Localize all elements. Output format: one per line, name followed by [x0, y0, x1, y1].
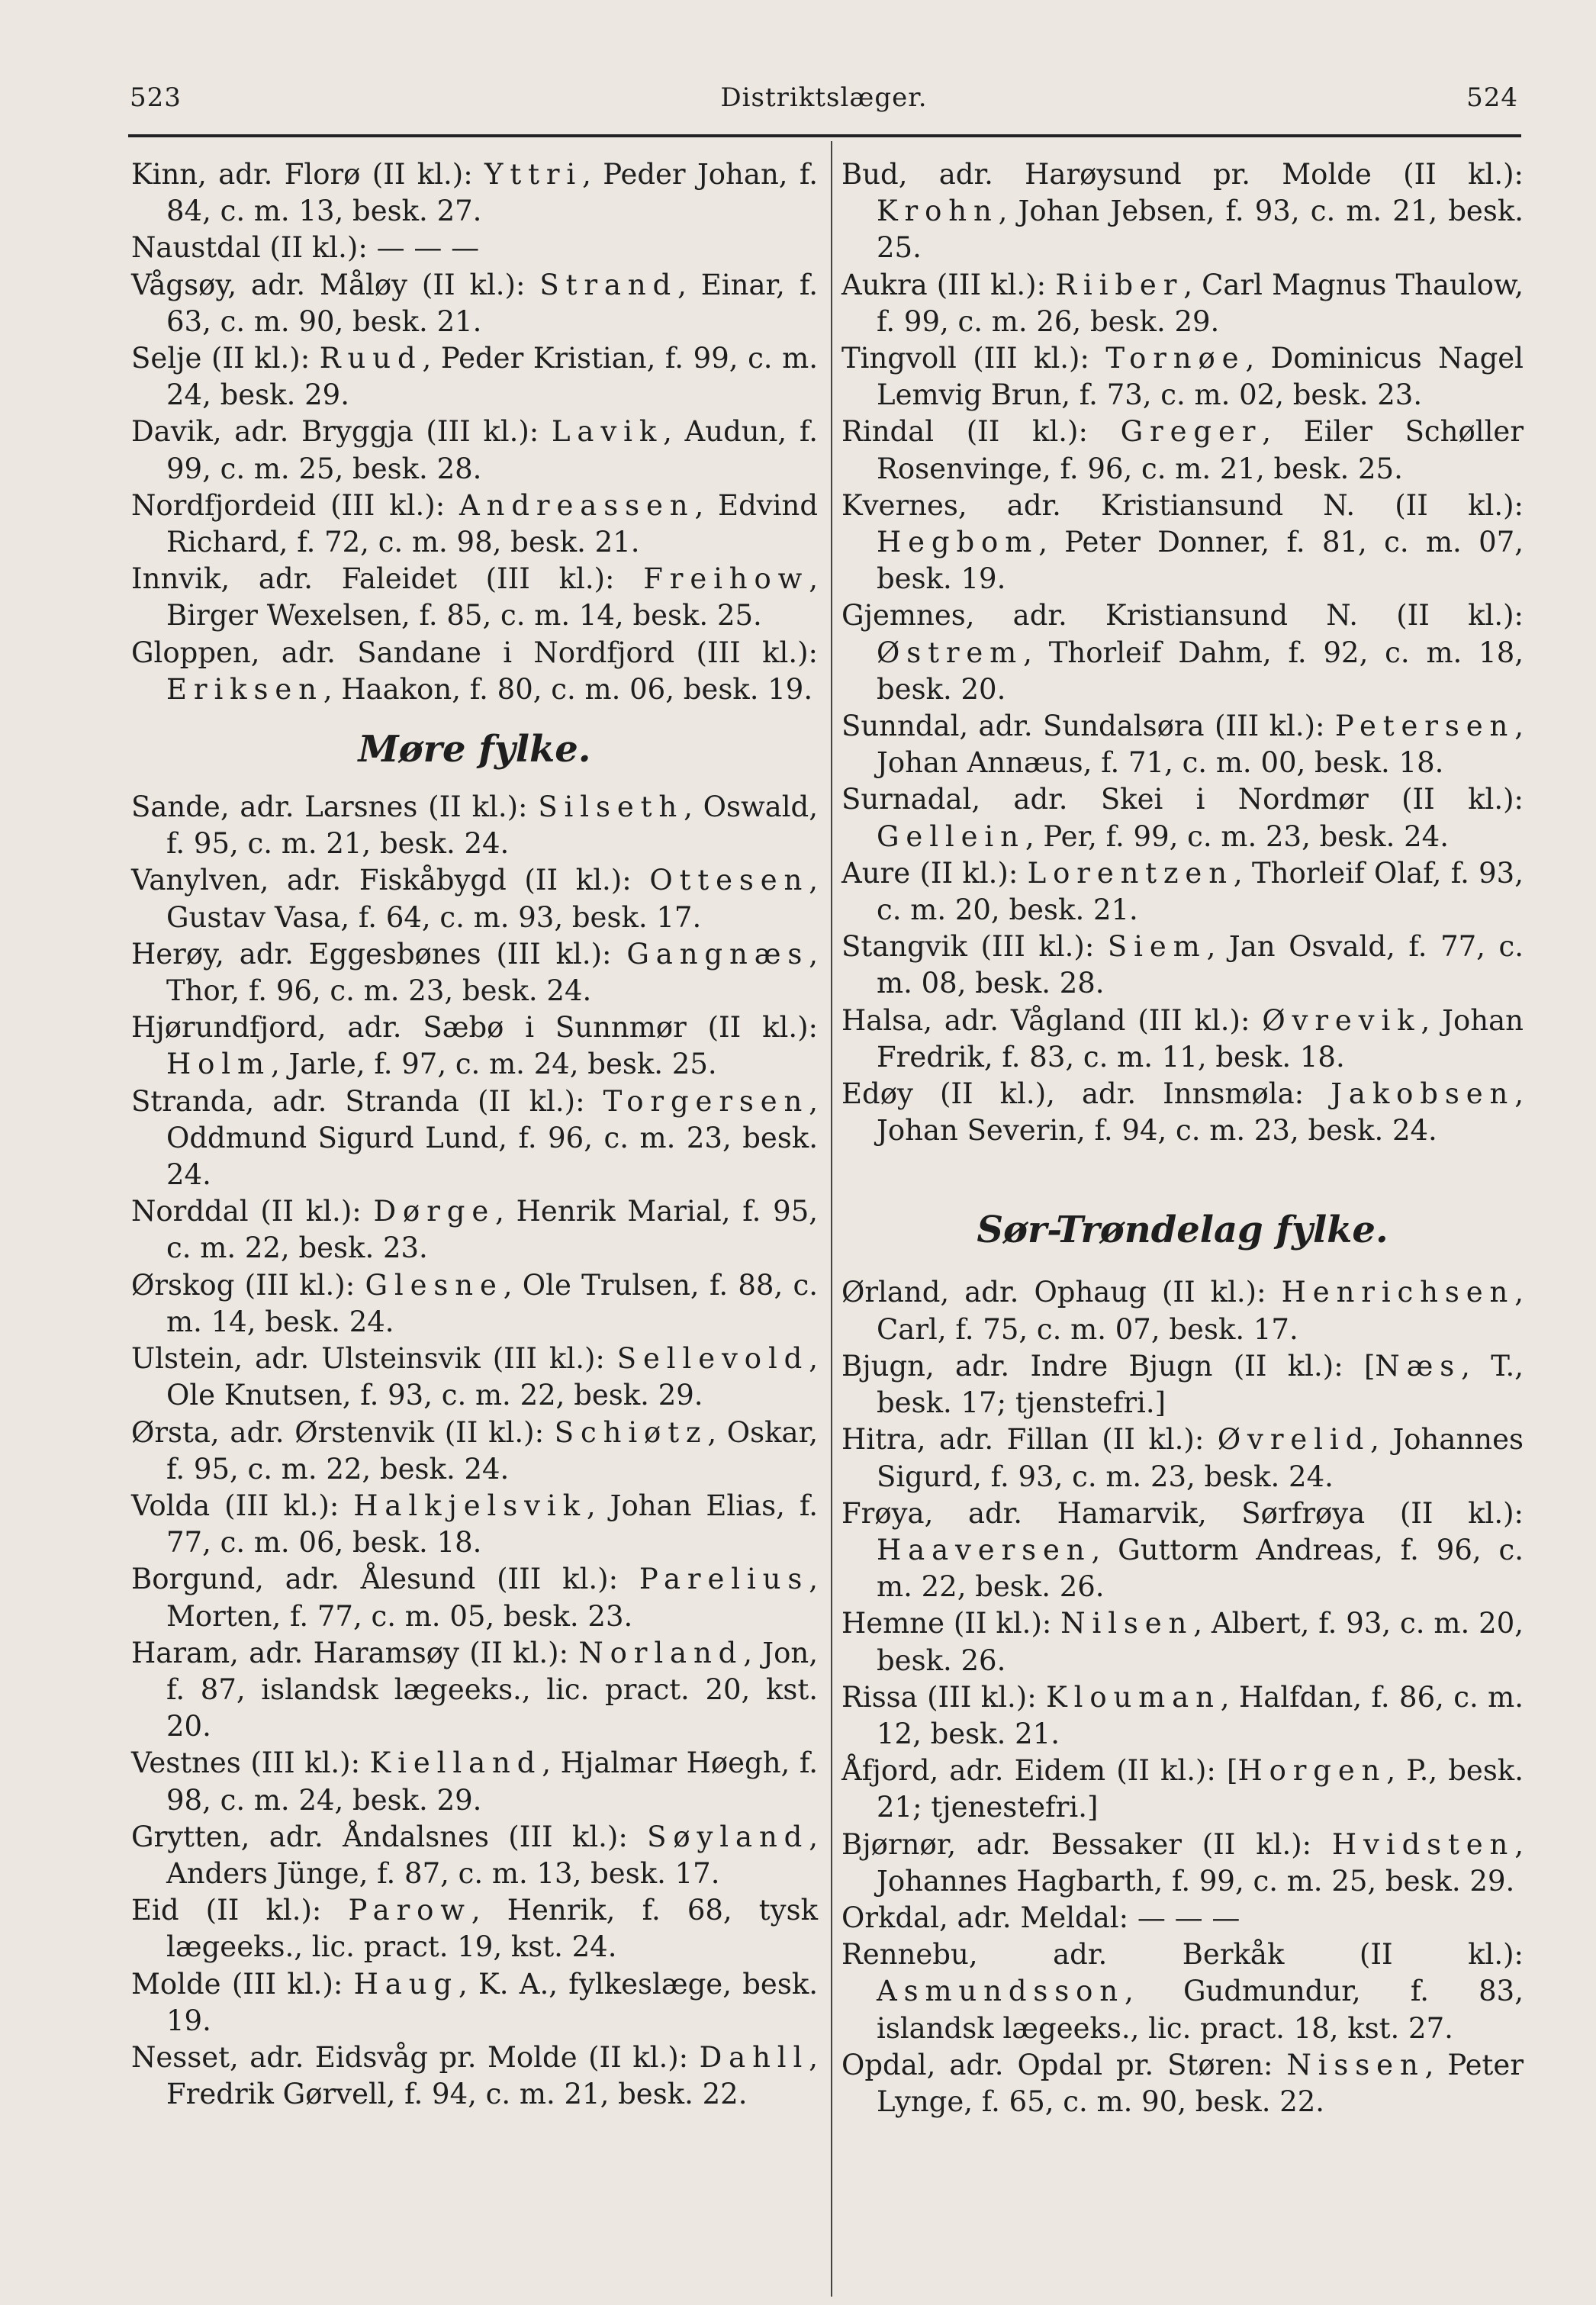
column-divider: [831, 141, 832, 2297]
entry-details: , Thorleif Olaf, f. 93, c. m. 20, besk. 21.: [877, 856, 1524, 927]
entry-place: Eid (II kl.):: [131, 1894, 349, 1927]
entry-doctor-name: Siem: [1107, 930, 1207, 964]
entry-details: , Peter Lynge, f. 65, c. m. 90, besk. 22.: [877, 2048, 1524, 2118]
entry-details: , Gustav Vasa, f. 64, c. m. 93, besk. 17.: [166, 864, 818, 934]
entry-place: Bud, adr. Harøysund pr. Molde (II kl.):: [841, 158, 1524, 191]
entry-details: , P., besk. 21; tjenestefri.]: [877, 1754, 1524, 1824]
entry-place: Ulstein, adr. Ulsteinsvik (III kl.):: [131, 1342, 617, 1376]
entry-details: , Haakon, f. 80, c. m. 06, besk. 19.: [323, 672, 813, 706]
entry-list: [841, 1274, 1524, 2120]
entry-list: [841, 156, 1524, 1149]
district-entry: [131, 1745, 818, 1818]
entry-details: , Audun, f. 99, c. m. 25, besk. 28.: [166, 415, 818, 485]
entry-details: , Henrik Marial, f. 95, c. m. 22, besk. 23.: [166, 1195, 818, 1265]
entry-place: Gjemnes, adr. Kristiansund N. (II kl.):: [841, 599, 1524, 633]
entry-doctor-name: Holm: [166, 1048, 271, 1081]
running-title: Distriktslæger.: [720, 82, 928, 113]
entry-details: , Johan Elias, f. 77, c. m. 06, besk. 18.: [166, 1489, 818, 1560]
district-entry: [841, 1605, 1524, 1679]
district-entry: [131, 340, 818, 414]
district-entry: [841, 929, 1524, 1002]
entry-place: Hemne (II kl.):: [841, 1607, 1061, 1640]
entry-doctor-name: Hegbom: [877, 526, 1039, 559]
entry-place: Naustdal (II kl.): — — —: [131, 231, 480, 265]
entry-list: [131, 156, 818, 708]
entry-doctor-name: Silseth: [538, 790, 684, 824]
entry-details: , Johan Annæus, f. 71, c. m. 00, besk. 18.: [877, 710, 1524, 780]
entry-details: , Eiler Schøller Rosenvinge, f. 96, c. m. 21, besk. 25.: [877, 415, 1524, 485]
left-column: [131, 156, 818, 2113]
entry-place: Hitra, adr. Fillan (II kl.):: [841, 1423, 1218, 1457]
entry-place: Stangvik (III kl.):: [841, 930, 1108, 964]
entry-place: Vågsøy, adr. Måløy (II kl.):: [131, 268, 540, 301]
entry-details: , Dominicus Nagel Lemvig Brun, f. 73, c. m. 02, besk. 23.: [877, 342, 1524, 412]
section-heading-sor-trondelag-fylke: Sør-Trøndelag fylke.: [977, 1209, 1388, 1252]
entry-place: Opdal, adr. Opdal pr. Støren:: [841, 2048, 1287, 2081]
district-entry: [841, 1679, 1524, 1753]
district-entry: [131, 1083, 818, 1194]
entry-list: [131, 789, 818, 2113]
district-entry: [131, 2039, 818, 2113]
entry-details: , Johannes Hagbarth, f. 99, c. m. 25, besk. 29.: [877, 1827, 1524, 1898]
entry-doctor-name: Sellevold: [616, 1342, 809, 1376]
entry-doctor-name: Riiber: [1055, 268, 1184, 301]
district-entry: [131, 1415, 818, 1488]
entry-doctor-name: Dørge: [373, 1195, 496, 1228]
entry-place: Stranda, adr. Stranda (II kl.):: [131, 1084, 603, 1118]
entry-details: , Carl, f. 75, c. m. 07, besk. 17.: [877, 1276, 1524, 1346]
entry-place: Vestnes (III kl.):: [131, 1746, 370, 1780]
entry-details: , Morten, f. 77, c. m. 05, besk. 23.: [166, 1563, 818, 1633]
entry-doctor-name: Kielland: [369, 1746, 542, 1780]
entry-doctor-name: Haug: [353, 1967, 459, 2001]
district-entry: [131, 1488, 818, 1561]
entry-place: Bjørnør, adr. Bessaker (II kl.):: [841, 1827, 1332, 1861]
entry-details: , Johan Severin, f. 94, c. m. 23, besk. 24.: [877, 1077, 1524, 1148]
entry-details: , Guttorm Andreas, f. 96, c. m. 22, besk. 26.: [877, 1533, 1524, 1604]
entry-place: Hjørundfjord, adr. Sæbø i Sunnmør (II kl.):: [131, 1011, 818, 1045]
entry-place: Kvernes, adr. Kristiansund N. (II kl.):: [841, 488, 1524, 522]
entry-place: Bjugn, adr. Indre Bjugn (II kl.): [: [841, 1349, 1376, 1383]
district-entry: [841, 855, 1524, 929]
entry-details: , Thor, f. 96, c. m. 23, besk. 24.: [166, 937, 818, 1008]
entry-place: Ørskog (III kl.):: [131, 1268, 365, 1302]
entry-place: Tingvoll (III kl.):: [841, 342, 1106, 375]
district-entry: [131, 635, 818, 708]
district-entry: [131, 936, 818, 1009]
entry-doctor-name: Nilsen: [1060, 1607, 1194, 1640]
entry-details: , Edvind Richard, f. 72, c. m. 98, besk. 21.: [166, 488, 819, 559]
entry-doctor-name: Jakobsen: [1331, 1077, 1515, 1111]
entry-place: Ørsta, adr. Ørstenvik (II kl.):: [131, 1415, 555, 1449]
entry-doctor-name: Krohn: [877, 195, 999, 228]
district-entry: [841, 340, 1524, 414]
entry-doctor-name: Greger: [1120, 415, 1263, 449]
district-entry: [841, 1274, 1524, 1347]
entry-doctor-name: Øvrelid: [1217, 1423, 1371, 1457]
entry-place: Kinn, adr. Florø (II kl.):: [131, 158, 485, 191]
entry-place: Innvik, adr. Faleidet (III kl.):: [131, 562, 644, 596]
district-entry: [131, 1193, 818, 1267]
district-entry: [131, 1009, 818, 1083]
entry-doctor-name: Nissen: [1286, 2048, 1425, 2081]
entry-doctor-name: Freihow: [643, 562, 809, 596]
district-entry: [841, 1900, 1524, 1936]
entry-details: , K. A., fylkeslæge, besk. 19.: [166, 1967, 818, 2037]
entry-details: , T., besk. 17; tjenstefri.]: [877, 1349, 1524, 1420]
district-entry: [841, 414, 1524, 487]
entry-place: Åfjord, adr. Eidem (II kl.): [: [841, 1754, 1238, 1788]
entry-doctor-name: Henrichsen: [1281, 1276, 1515, 1309]
entry-place: Norddal (II kl.):: [131, 1195, 374, 1228]
entry-place: Edøy (II kl.), adr. Innsmøla:: [841, 1077, 1331, 1111]
district-entry: [841, 1827, 1524, 1900]
entry-details: , Oswald, f. 95, c. m. 21, besk. 24.: [166, 790, 818, 861]
entry-place: Selje (II kl.):: [131, 342, 320, 375]
district-entry: [841, 1495, 1524, 1606]
entry-doctor-name: Asmundsson: [877, 1975, 1125, 2008]
entry-details: , Peder Johan, f. 84, c. m. 13, besk. 27.: [166, 158, 819, 228]
district-entry: [841, 1421, 1524, 1495]
entry-place: Volda (III kl.):: [131, 1489, 354, 1522]
district-entry: [131, 267, 818, 340]
district-entry: [131, 1819, 818, 1892]
entry-place: Aure (II kl.):: [841, 856, 1028, 890]
entry-details: , Birger Wexelsen, f. 85, c. m. 14, besk. 25.: [166, 562, 818, 633]
entry-doctor-name: Yttri: [484, 158, 583, 191]
entry-doctor-name: Torgersen: [603, 1084, 809, 1118]
entry-doctor-name: Petersen: [1334, 710, 1515, 743]
entry-doctor-name: Eriksen: [166, 672, 323, 706]
entry-details: , Gudmundur, f. 83, islandsk lægeeks., lic. pract. 18, kst. 27.: [877, 1975, 1524, 2045]
entry-details: , Einar, f. 63, c. m. 90, besk. 21.: [166, 268, 818, 338]
district-entry: [841, 597, 1524, 708]
entry-place: Frøya, adr. Hamarvik, Sørfrøya (II kl.):: [841, 1496, 1524, 1530]
entry-details: , Johannes Sigurd, f. 93, c. m. 23, besk. 24.: [877, 1423, 1524, 1493]
section-heading-more-fylke: Møre fylke.: [358, 728, 591, 771]
entry-doctor-name: Parelius: [639, 1563, 809, 1596]
entry-doctor-name: Lorentzen: [1027, 856, 1234, 890]
entry-doctor-name: Norland: [578, 1636, 744, 1669]
entry-details: , Ole Trulsen, f. 88, c. m. 14, besk. 24.: [166, 1268, 818, 1338]
district-entry: [131, 862, 818, 935]
entry-doctor-name: Ottesen: [649, 864, 809, 897]
entry-doctor-name: Strand: [539, 268, 678, 301]
entry-place: Surnadal, adr. Skei i Nordmør (II kl.):: [841, 783, 1524, 816]
district-entry: [131, 156, 818, 230]
district-entry: [131, 1966, 818, 2039]
entry-place: Grytten, adr. Åndalsnes (III kl.):: [131, 1820, 648, 1853]
district-entry: [841, 267, 1524, 340]
entry-doctor-name: Klouman: [1046, 1680, 1221, 1714]
page-number-right: 524: [1466, 82, 1518, 113]
entry-doctor-name: Schiøtz: [554, 1415, 708, 1449]
district-entry: [841, 1936, 1524, 2047]
entry-place: Vanylven, adr. Fiskåbygd (II kl.):: [131, 864, 650, 897]
entry-place: Haram, adr. Haramsøy (II kl.):: [131, 1636, 579, 1669]
entry-place: Rissa (III kl.):: [841, 1680, 1047, 1714]
district-entry: [131, 1561, 818, 1634]
district-entry: [131, 1267, 818, 1341]
entry-details: , Peter Donner, f. 81, c. m. 07, besk. 19.: [877, 526, 1524, 596]
district-entry: [841, 708, 1524, 781]
entry-details: , Jan Osvald, f. 77, c. m. 08, besk. 28.: [877, 930, 1524, 1000]
page-number-left: 523: [130, 82, 182, 113]
district-entry: [841, 1753, 1524, 1826]
entry-place: Aukra (III kl.):: [841, 268, 1056, 301]
district-entry: [841, 156, 1524, 267]
entry-details: , Oddmund Sigurd Lund, f. 96, c. m. 23, besk. 24.: [166, 1084, 818, 1192]
entry-doctor-name: Næs: [1375, 1349, 1462, 1383]
entry-details: , Thorleif Dahm, f. 92, c. m. 18, besk. 20.: [877, 636, 1524, 706]
entry-doctor-name: Tornøe: [1105, 342, 1246, 375]
entry-doctor-name: Søyland: [647, 1820, 809, 1853]
entry-details: , Henrik, f. 68, tysk lægeeks., lic. pract. 19, kst. 24.: [166, 1894, 818, 1964]
entry-doctor-name: Øvrevik: [1262, 1003, 1421, 1037]
entry-doctor-name: Ruud: [319, 342, 423, 375]
entry-place: Borgund, adr. Ålesund (III kl.):: [131, 1563, 639, 1596]
entry-place: Ørland, adr. Ophaug (II kl.):: [841, 1276, 1282, 1309]
entry-place: Molde (III kl.):: [131, 1967, 354, 2001]
entry-doctor-name: Dahll: [699, 2040, 809, 2074]
entry-place: Davik, adr. Bryggja (III kl.):: [131, 415, 552, 449]
entry-place: Sunndal, adr. Sundalsøra (III kl.):: [841, 710, 1335, 743]
header-rule: [128, 134, 1521, 137]
entry-details: , Albert, f. 93, c. m. 20, besk. 26.: [877, 1607, 1524, 1677]
entry-doctor-name: Haaversen: [877, 1533, 1092, 1566]
entry-doctor-name: Glesne: [365, 1268, 504, 1302]
entry-doctor-name: Gellein: [877, 819, 1025, 853]
entry-doctor-name: Lavik: [551, 415, 664, 449]
entry-doctor-name: Hvidsten: [1331, 1827, 1515, 1861]
district-entry: [131, 1635, 818, 1746]
entry-details: , Jarle, f. 97, c. m. 24, besk. 25.: [270, 1048, 717, 1081]
entry-doctor-name: Parow: [348, 1894, 471, 1927]
entry-details: , Ole Knutsen, f. 93, c. m. 22, besk. 29.: [166, 1342, 818, 1412]
entry-place: Sande, adr. Larsnes (II kl.):: [131, 790, 539, 824]
district-entry: [841, 1076, 1524, 1149]
entry-details: , Fredrik Gørvell, f. 94, c. m. 21, besk. 22.: [166, 2040, 818, 2111]
district-entry: [841, 2047, 1524, 2120]
entry-doctor-name: Halkjelsvik: [353, 1489, 587, 1522]
entry-doctor-name: Østrem: [877, 636, 1024, 669]
entry-details: , Halfdan, f. 86, c. m. 12, besk. 21.: [877, 1680, 1524, 1750]
entry-details: , Per, f. 99, c. m. 23, besk. 24.: [1025, 819, 1449, 853]
district-entry: [841, 781, 1524, 855]
right-column: [841, 156, 1524, 2120]
entry-place: Halsa, adr. Vågland (III kl.):: [841, 1003, 1263, 1037]
district-entry: [131, 230, 818, 266]
entry-doctor-name: Horgen: [1237, 1754, 1387, 1788]
entry-details: , Jon, f. 87, islandsk lægeeks., lic. pract. 20, kst. 20.: [166, 1636, 818, 1743]
entry-details: , Hjalmar Høegh, f. 98, c. m. 24, besk. 29.: [166, 1746, 818, 1817]
entry-place: Nordfjordeid (III kl.):: [131, 488, 460, 522]
entry-details: , Peder Kristian, f. 99, c. m. 24, besk. 29.: [166, 342, 818, 412]
entry-place: Rennebu, adr. Berkåk (II kl.):: [841, 1938, 1524, 1972]
district-entry: [131, 1892, 818, 1965]
entry-place: Rindal (II kl.):: [841, 415, 1121, 449]
district-entry: [131, 789, 818, 862]
entry-details: , Johan Jebsen, f. 93, c. m. 21, besk. 25.: [877, 195, 1524, 265]
entry-doctor-name: Andreassen: [459, 488, 695, 522]
entry-details: , Oskar, f. 95, c. m. 22, besk. 24.: [166, 1415, 818, 1486]
entry-place: Herøy, adr. Eggesbønes (III kl.):: [131, 937, 627, 971]
entry-doctor-name: Gangnæs: [626, 937, 809, 971]
district-entry: [841, 488, 1524, 598]
district-entry: [131, 561, 818, 634]
district-entry: [841, 1003, 1524, 1076]
entry-details: , Anders Jünge, f. 87, c. m. 13, besk. 17.: [166, 1820, 818, 1890]
district-entry: [131, 1341, 818, 1414]
entry-details: , Johan Fredrik, f. 83, c. m. 11, besk. 18.: [877, 1003, 1524, 1074]
district-entry: [131, 414, 818, 487]
district-entry: [841, 1348, 1524, 1421]
entry-place: Nesset, adr. Eidsvåg pr. Molde (II kl.):: [131, 2040, 700, 2074]
entry-details: , Carl Magnus Thaulow, f. 99, c. m. 26, besk. 29.: [877, 268, 1524, 338]
district-entry: [131, 488, 818, 561]
entry-place: Orkdal, adr. Meldal: — — —: [841, 1901, 1240, 1934]
entry-place: Gloppen, adr. Sandane i Nordfjord (III kl.):: [131, 636, 818, 669]
